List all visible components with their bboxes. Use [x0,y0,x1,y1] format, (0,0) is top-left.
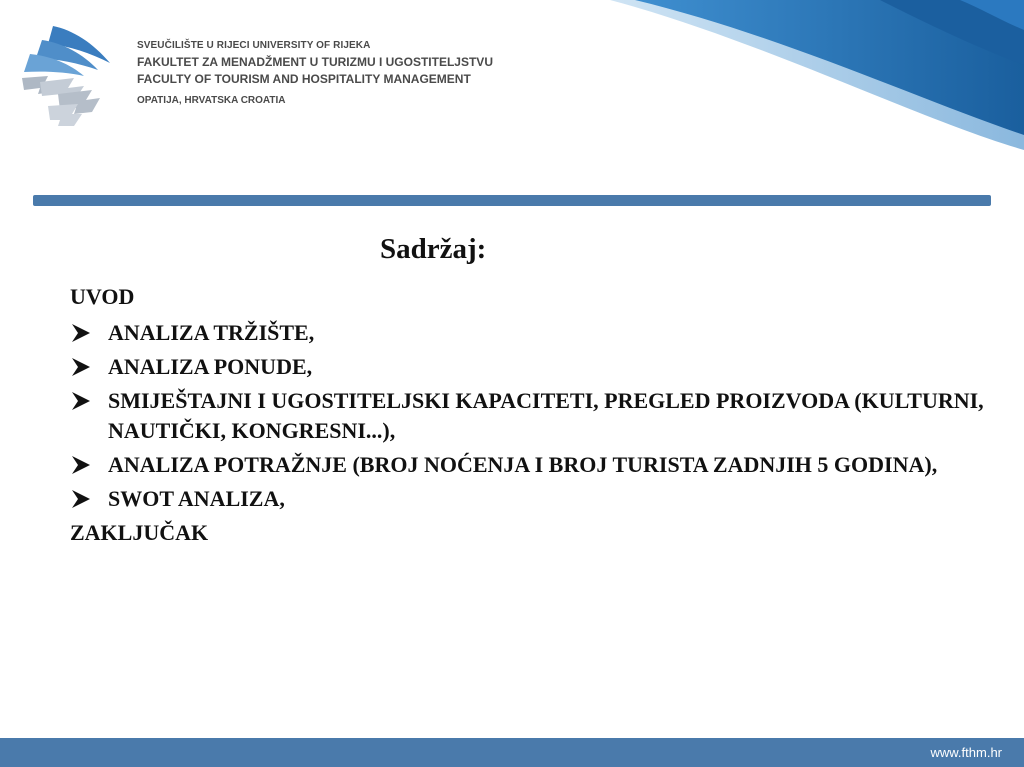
list-item-label: ANALIZA PONUDE, [108,354,313,379]
list-item-label: SMIJEŠTAJNI I UGOSTITELJSKI KAPACITETI, PREGLED PROIZVODA (KULTURNI, NAUTIČKI, KONGRESNI...), [108,388,984,443]
arrow-bullet-icon [70,391,92,411]
arrow-bullet-icon [70,357,92,377]
arrow-bullet-icon [70,455,92,475]
faculty-name-en: FACULTY OF TOURISM AND HOSPITALITY MANAGEMENT [137,72,471,86]
list-item [70,318,990,348]
list-item-label: SWOT ANALIZA, [108,486,285,511]
header-divider [33,195,991,206]
university-name: SVEUČILIŠTE U RIJECI UNIVERSITY OF RIJEKA [137,40,371,51]
slide-title: Sadržaj: [380,233,487,265]
footer-url[interactable]: www.fthm.hr [930,745,1002,760]
organization-header [137,40,493,106]
footer-bar [0,738,1024,767]
list-item [70,352,990,382]
outro-item: ZAKLJUČAK [70,520,209,545]
contents-list [70,282,990,554]
arrow-bullet-icon [70,489,92,509]
intro-item: UVOD [70,284,135,309]
faculty-name-hr: FAKULTET ZA MENADŽMENT U TURIZMU I UGOSTITELJSTVU [137,55,493,69]
arrow-bullet-icon [70,323,92,343]
location: OPATIJA, HRVATSKA CROATIA [137,95,286,106]
list-item [70,450,990,480]
list-item [70,386,990,446]
list-item-label: ANALIZA POTRAŽNJE (BROJ NOĆENJA I BROJ TURISTA ZADNJIH 5 GODINA), [108,452,938,477]
list-item-label: ANALIZA TRŽIŠTE, [108,320,315,345]
faculty-logo [18,18,114,130]
list-item [70,484,990,514]
